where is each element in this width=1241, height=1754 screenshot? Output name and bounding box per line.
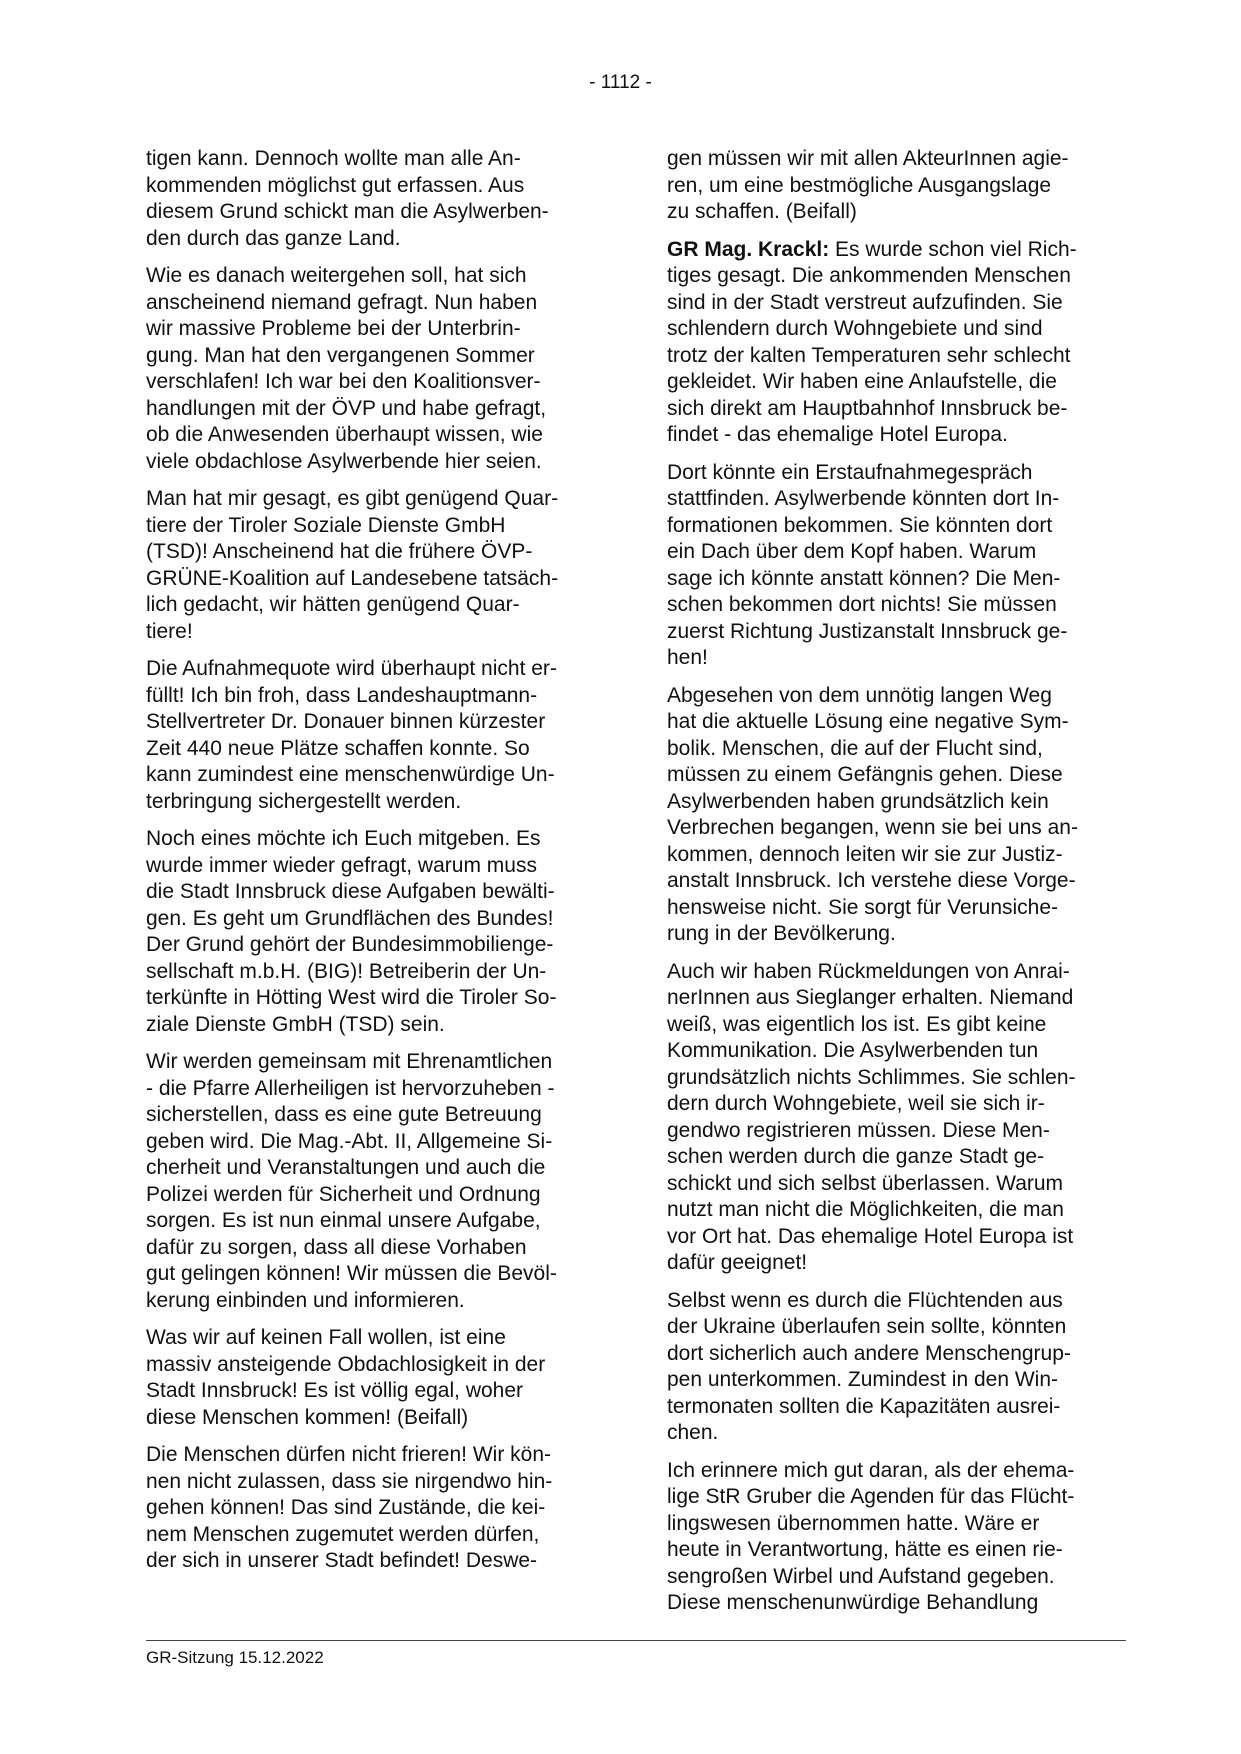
text-line: ob die Anwesenden überhaupt wissen, wie <box>146 423 543 446</box>
text-line: nutzt man nicht die Möglichkeiten, die man <box>667 1198 1064 1221</box>
text-line: Zeit 440 neue Plätze schaffen konnte. So <box>146 736 530 760</box>
text-line: wurde immer wieder gefragt, warum muss <box>146 853 537 877</box>
footer-divider <box>146 1640 1126 1641</box>
text-line: schen bekommen dort nichts! Sie müssen <box>667 593 1057 616</box>
text-line: kommenden möglichst gut erfassen. Aus <box>146 173 525 197</box>
page-number: - 1112 - <box>589 72 652 93</box>
text-line: tiere! <box>146 619 193 643</box>
text-line: Kommunikation. Die Asylwerbenden tun <box>667 1039 1039 1062</box>
text-line: GRÜNE-Koalition auf Landesebene tatsäch- <box>146 566 559 590</box>
text-line: gung. Man hat den vergangenen Sommer <box>146 343 535 367</box>
text-line: kommen, dennoch leiten wir sie zur Justiz- <box>667 842 1063 866</box>
right-column <box>667 146 1127 1628</box>
text-line: diese Menschen kommen! (Beifall) <box>146 1405 469 1429</box>
text-line: ren, um eine bestmögliche Ausgangslage <box>667 173 1052 197</box>
text-line: lingswesen übernommen hatte. Wäre er <box>667 1511 1040 1535</box>
text-line: findet - das ehemalige Hotel Europa. <box>667 423 1008 446</box>
text-line: füllt! Ich bin froh, dass Landeshauptmann- <box>146 683 538 707</box>
text-line: Auch wir haben Rückmeldungen von Anrai- <box>667 959 1070 983</box>
text-line: lich gedacht, wir hätten genügend Quar- <box>146 593 520 616</box>
text-line: hen! <box>667 646 708 669</box>
left-column <box>146 146 601 1586</box>
text-line: (TSD)! Anscheinend hat die frühere ÖVP- <box>146 540 533 563</box>
text-line: Stadt Innsbruck! Es ist völlig egal, woher <box>146 1379 524 1402</box>
text-line: gen. Es geht um Grundflächen des Bundes! <box>146 906 554 930</box>
text-line: Asylwerbenden haben grundsätzlich kein <box>667 789 1049 813</box>
text-line: sengroßen Wirbel und Aufstand gegeben. <box>667 1564 1055 1588</box>
text-line: gehen können! Das sind Zustände, die kei- <box>146 1496 546 1519</box>
text-line: nen nicht zulassen, dass sie nirgendwo hin- <box>146 1469 553 1493</box>
text-line: sich direkt am Hauptbahnhof Innsbruck be- <box>667 396 1068 420</box>
text-line: terkünfte in Hötting West wird die Tiroler So- <box>146 986 557 1009</box>
text-line: die Stadt Innsbruck diese Aufgaben bewälti- <box>146 880 555 903</box>
text-line: trotz der kalten Temperaturen sehr schlecht <box>667 343 1071 367</box>
paragraph <box>146 826 601 1038</box>
text-line: der Ukraine überlaufen sein sollte, könnten <box>667 1315 1067 1338</box>
text-line: schen werden durch die ganze Stadt ge- <box>667 1145 1045 1168</box>
paragraph <box>146 486 601 645</box>
text-line: nerInnen aus Sieglanger erhalten. Niemand <box>667 986 1074 1009</box>
paragraph <box>667 683 1127 948</box>
paragraph <box>146 656 601 815</box>
paragraph <box>146 146 601 252</box>
text-line: Dort könnte ein Erstaufnahmegespräch <box>667 460 1033 484</box>
text-line: müssen zu einem Gefängnis gehen. Diese <box>667 763 1063 786</box>
text-line: zu schaffen. (Beifall) <box>667 200 857 223</box>
text-line: Abgesehen von dem unnötig langen Weg <box>667 683 1052 707</box>
text-line: sorgen. Es ist nun einmal unsere Aufgabe, <box>146 1209 541 1232</box>
text-line: dern durch Wohngebiete, weil sie sich ir- <box>667 1092 1045 1115</box>
text-line: Stellvertreter Dr. Donauer binnen kürzester <box>146 710 546 733</box>
paragraph <box>667 146 1127 226</box>
text-line: kann zumindest eine menschenwürdige Un- <box>146 763 555 786</box>
footer-label: GR-Sitzung 15.12.2022 <box>146 1648 324 1667</box>
text-line: tigen kann. Dennoch wollte man alle An- <box>146 147 521 170</box>
paragraph <box>667 460 1127 672</box>
text-line: terbringung sichergestellt werden. <box>146 789 462 813</box>
text-line: rung in der Bevölkerung. <box>667 922 896 945</box>
text-fragment: Es wurde schon viel Rich- <box>829 237 1077 261</box>
text-line: dort sicherlich auch andere Menschengrup- <box>667 1341 1071 1365</box>
text-line: heute in Verantwortung, hätte es einen rie- <box>667 1538 1063 1561</box>
text-line: wir massive Probleme bei der Unterbrin- <box>146 317 521 340</box>
text-line: sage ich könnte anstatt können? Die Men- <box>667 566 1061 590</box>
text-line: hat die aktuelle Lösung eine negative Sym- <box>667 710 1069 733</box>
text-line: geben wird. Die Mag.-Abt. II, Allgemeine Si- <box>146 1129 553 1153</box>
text-line: ziale Dienste GmbH (TSD) sein. <box>146 1012 445 1036</box>
text-line: anscheinend niemand gefragt. Nun haben <box>146 290 538 314</box>
text-line: Polizei werden für Sicherheit und Ordnung <box>146 1182 541 1206</box>
text-line: gendwo registrieren müssen. Diese Men- <box>667 1118 1050 1142</box>
text-line: lige StR Gruber die Agenden für das Flücht- <box>667 1485 1075 1508</box>
paragraph <box>667 959 1127 1277</box>
text-line <box>667 237 1127 264</box>
text-line: schickt und sich selbst überlassen. Warum <box>667 1171 1064 1195</box>
text-line: - die Pfarre Allerheiligen ist hervorzuheben - <box>146 1076 555 1100</box>
text-line: Der Grund gehört der Bundesimmobilienge- <box>146 933 554 956</box>
text-line: sellschaft m.b.H. (BIG)! Betreiberin der Un- <box>146 959 547 983</box>
text-line: handlungen mit der ÖVP und habe gefragt, <box>146 396 547 420</box>
text-line: cherheit und Veranstaltungen und auch die <box>146 1156 546 1179</box>
text-line: verschlafen! Ich war bei den Koalitionsver- <box>146 370 541 393</box>
text-line: schlendern durch Wohngebiete und sind <box>667 317 1043 340</box>
paragraph <box>146 1325 601 1431</box>
text-line: sicherstellen, dass es eine gute Betreuung <box>146 1103 542 1126</box>
text-line: nem Menschen zugemutet werden dürfen, <box>146 1522 540 1546</box>
text-line: tiges gesagt. Die ankommenden Menschen <box>667 264 1071 287</box>
text-line: tiere der Tiroler Soziale Dienste GmbH <box>146 513 506 537</box>
text-line: sind in der Stadt verstreut aufzufinden. Sie <box>667 290 1063 314</box>
text-line: Verbrechen begangen, wenn sie bei uns an- <box>667 816 1078 839</box>
text-line: Selbst wenn es durch die Flüchtenden aus <box>667 1288 1063 1312</box>
text-line: dafür geeignet! <box>667 1251 808 1274</box>
text-line: formationen bekommen. Sie könnten dort <box>667 513 1053 537</box>
text-line: gen müssen wir mit allen AkteurInnen agie- <box>667 147 1069 170</box>
text-line: chen. <box>667 1421 719 1444</box>
text-line: bolik. Menschen, die auf der Flucht sind, <box>667 736 1043 760</box>
text-line: Wie es danach weitergehen soll, hat sich <box>146 264 527 287</box>
text-line: Noch eines möchte ich Euch mitgeben. Es <box>146 827 541 850</box>
text-line: viele obdachlose Asylwerbende hier seien. <box>146 449 542 473</box>
speaker-name: GR Mag. Krackl: <box>667 237 830 261</box>
paragraph <box>146 1442 601 1575</box>
text-line: vor Ort hat. Das ehemalige Hotel Europa ist <box>667 1224 1074 1248</box>
text-line: anstalt Innsbruck. Ich verstehe diese Vorge- <box>667 869 1076 892</box>
speaker-paragraph <box>667 237 1127 449</box>
text-line: Die Aufnahmequote wird überhaupt nicht er- <box>146 657 557 680</box>
text-line: Die Menschen dürfen nicht frieren! Wir kön- <box>146 1443 551 1466</box>
text-line: stattfinden. Asylwerbende könnten dort In- <box>667 487 1060 510</box>
text-line: Diese menschenunwürdige Behandlung <box>667 1591 1039 1614</box>
paragraph <box>146 263 601 475</box>
text-line: Man hat mir gesagt, es gibt genügend Quar- <box>146 487 559 510</box>
text-line: gut gelingen können! Wir müssen die Bevöl- <box>146 1262 557 1285</box>
text-line: pen unterkommen. Zumindest in den Win- <box>667 1368 1059 1391</box>
paragraph <box>146 1049 601 1314</box>
text-line: ein Dach über dem Kopf haben. Warum <box>667 540 1037 563</box>
text-line: weiß, was eigentlich los ist. Es gibt keine <box>667 1012 1047 1036</box>
text-line: gekleidet. Wir haben eine Anlaufstelle, die <box>667 370 1057 393</box>
text-line: dafür zu sorgen, dass all diese Vorhaben <box>146 1235 527 1259</box>
text-line: der sich in unserer Stadt befindet! Deswe- <box>146 1549 538 1572</box>
paragraph <box>667 1288 1127 1447</box>
text-line: termonaten sollten die Kapazitäten ausrei- <box>667 1394 1061 1418</box>
text-line: Ich erinnere mich gut daran, als der ehema- <box>667 1458 1075 1482</box>
text-line: den durch das ganze Land. <box>146 226 401 250</box>
paragraph <box>667 1458 1127 1617</box>
text-line: grundsätzlich nichts Schlimmes. Sie schlen- <box>667 1065 1076 1089</box>
text-line: kerung einbinden und informieren. <box>146 1288 465 1312</box>
text-line: Was wir auf keinen Fall wollen, ist eine <box>146 1326 506 1349</box>
text-line: Wir werden gemeinsam mit Ehrenamtlichen <box>146 1050 553 1073</box>
text-line: hensweise nicht. Sie sorgt für Verunsiche- <box>667 895 1059 919</box>
text-line: massiv ansteigende Obdachlosigkeit in der <box>146 1352 546 1376</box>
text-line: diesem Grund schickt man die Asylwerben- <box>146 200 549 223</box>
text-line: zuerst Richtung Justizanstalt Innsbruck ge- <box>667 619 1068 643</box>
